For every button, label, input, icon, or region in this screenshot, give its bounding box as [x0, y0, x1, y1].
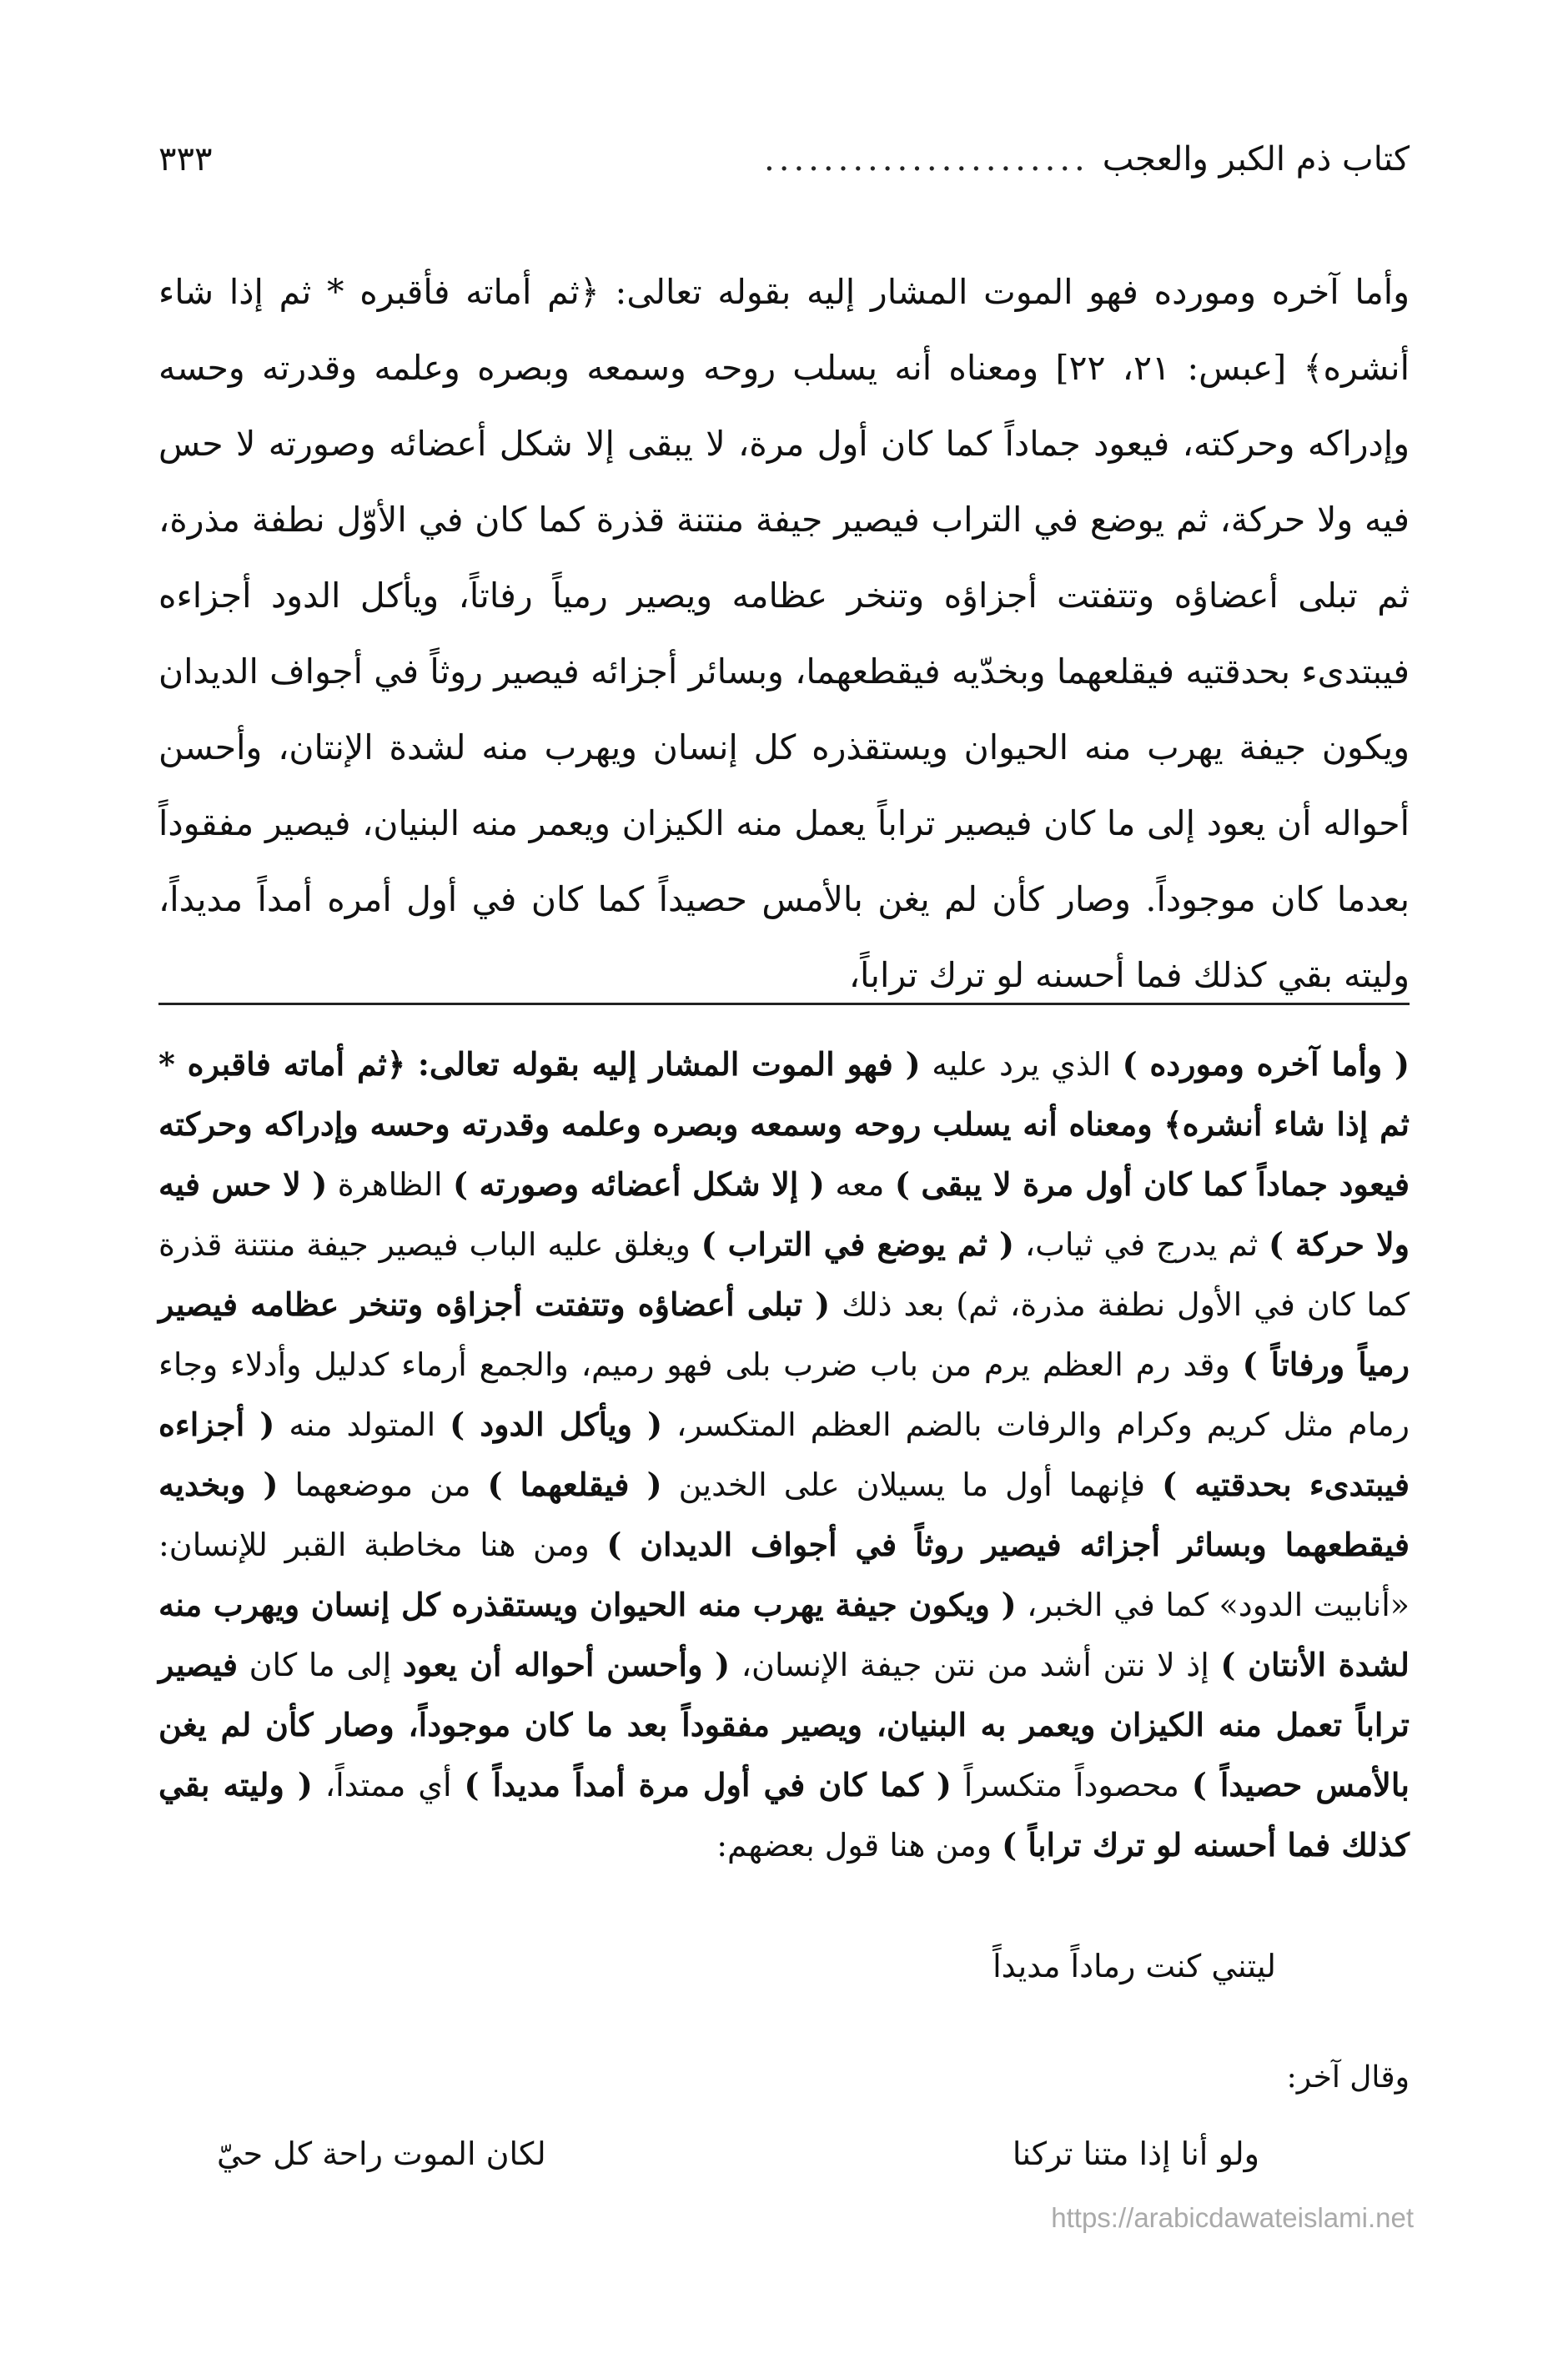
- verse-intro: وقال آخر:: [1286, 2060, 1410, 2095]
- quoted-text: ( وبخديه فيقطعهما وبسائر أجزائه فيصير روثاً في أجواف الديدان ): [158, 1466, 1410, 1563]
- verse-line-1: ليتني كنت رماداً مديداً: [993, 1948, 1276, 1984]
- quoted-text: ( وأما آخره ومورده ): [1122, 1045, 1410, 1083]
- quoted-text: ( وليته بقي كذلك فما أحسنه لو ترك تراباً ): [158, 1766, 1410, 1864]
- quoted-text: فيصير تراباً تعمل منه الكيزان ويعمر به البنيان، ويصير مفقوداً بعد ما كان موجوداً، وصار كأن لم يغن بالأمس حصيداً ): [158, 1646, 1410, 1803]
- page-number: ٣٣٣: [158, 140, 213, 179]
- quoted-text: ( ثم يوضع في التراب ): [701, 1225, 1014, 1263]
- gloss-text: أي ممتداً،: [312, 1767, 465, 1803]
- quoted-text: ( لا حس فيه ولا حركة ): [158, 1165, 1410, 1263]
- quoted-text: ( فهو الموت المشار إليه بقوله تعالى: ﴿ثم أماته فاقبره * ثم إذا شاء أنشره﴾ ومعناه أنه يسلب روحه وسمعه وبصره وعلمه وقدرته وحسه وإدراكه وحركته فيعود جماداً كما كان أول مرة لا يبقى ): [158, 1045, 1410, 1203]
- gloss-text: الذي يرد عليه: [920, 1046, 1123, 1083]
- quoted-text: ( كما كان في أول مرة أمداً مديداً ): [464, 1766, 952, 1803]
- quoted-text: ( وأحسن أحواله أن يعود: [402, 1646, 731, 1683]
- gloss-text: من موضعهما: [278, 1466, 488, 1503]
- leader-dots: ......................: [764, 140, 1089, 179]
- hemistich-second: لكان الموت راحة كل حيّ: [217, 2135, 546, 2172]
- gloss-text: فإنهما أول ما يسيلان على الخدين: [661, 1466, 1163, 1503]
- gloss-text: ويغلق عليه الباب فيصير جيفة منتنة قذرة كما كان في الأول نطفة مذرة، ثم) بعد ذلك: [158, 1226, 1410, 1323]
- gloss-text: وقد رم العظم يرم من باب ضرب بلى فهو رميم، والجمع أرماء كدليل وأدلاء وجاء رمام مثل كريم وكرام والرفات بالضم العظم المتكسر،: [158, 1346, 1410, 1443]
- gloss-text: محصوداً متكسراً: [951, 1767, 1192, 1803]
- gloss-text: معه: [824, 1166, 895, 1203]
- main-paragraph: وأما آخره ومورده فهو الموت المشار إليه بقوله تعالى: ﴿ثم أماته فأقبره * ثم إذا شاء أنشره﴾ [عبس: ٢١، ٢٢] ومعناه أنه يسلب روحه وسمعه وبصره وعلمه وقدرته وحسه وإدراكه وحركته، فيعود جماداً كما كان أول مرة، لا يبقى إلا شكل أعضائه وصورته لا حس فيه ولا حركة، ثم يوضع في التراب فيصير جيفة منتنة قذرة كما كان في الأوّل نطفة مذرة، ثم تبلى أعضاؤه وتتفتت أجزاؤه وتنخر عظامه ويصير رمياً رفاتاً، ويأكل الدود أجزاءه فيبتدىء بحدقتيه فيقلعهما وبخدّيه فيقطعهما، وبسائر أجزائه فيصير روثاً في أجواف الديدان ويكون جيفة يهرب منه الحيوان ويستقذره كل إنسان ويهرب منه لشدة الإنتان، وأحسن أحواله أن يعود إلى ما كان فيصير تراباً يعمل منه الكيزان ويعمر منه البنيان، فيصير مفقوداً بعدما كان موجوداً. وصار كأن لم يغن بالأمس حصيداً كما كان في أول أمره أمداً مديداً، وليته بقي كذلك فما أحسنه لو ترك تراباً،: [158, 272, 1410, 995]
- gloss-text: ثم يدرج في ثياب،: [1013, 1226, 1269, 1263]
- footnote-divider: [158, 1003, 1410, 1005]
- running-header: [158, 140, 1410, 190]
- quoted-text: ( أجزاءه فيبتدىء بحدقتيه ): [158, 1406, 1410, 1503]
- commentary-text: [158, 1034, 1410, 1875]
- quoted-text: ( تبلى أعضاؤه وتتفتت أجزاؤه وتنخر عظامه فيصير رمياً ورفاتاً ): [158, 1285, 1410, 1383]
- quoted-text: ( إلا شكل أعضائه وصورته ): [452, 1165, 825, 1203]
- gloss-text: إذ لا نتن أشد من نتن جيفة الإنسان،: [730, 1647, 1221, 1683]
- verse-couplet: [217, 2135, 1259, 2172]
- hemistich-first: ولو أنا إذا متنا تركنا: [1012, 2135, 1259, 2172]
- main-text: [158, 254, 1410, 1014]
- gloss-text: ومن هنا مخاطبة القبر للإنسان: «أنابيت الدود» كما في الخبر،: [158, 1527, 1410, 1623]
- quoted-text: ( ويأكل الدود ): [450, 1406, 663, 1443]
- chapter-title: كتاب ذم الكبر والعجب: [1102, 140, 1410, 179]
- gloss-text: المتولد منه: [274, 1406, 450, 1443]
- quoted-text: ( ويكون جيفة يهرب منه الحيوان ويستقذره كل إنسان ويهرب منه لشدة الأنتان ): [158, 1586, 1410, 1683]
- gloss-text: الظاهرة: [327, 1166, 453, 1203]
- gloss-text: ومن هنا قول بعضهم:: [716, 1827, 1003, 1864]
- quoted-text: ( فيقلعهما ): [487, 1466, 662, 1503]
- commentary-paragraph: [158, 1034, 1410, 1875]
- gloss-text: إلى ما كان: [238, 1647, 403, 1683]
- source-watermark: https://arabicdawateislami.net: [1051, 2202, 1414, 2233]
